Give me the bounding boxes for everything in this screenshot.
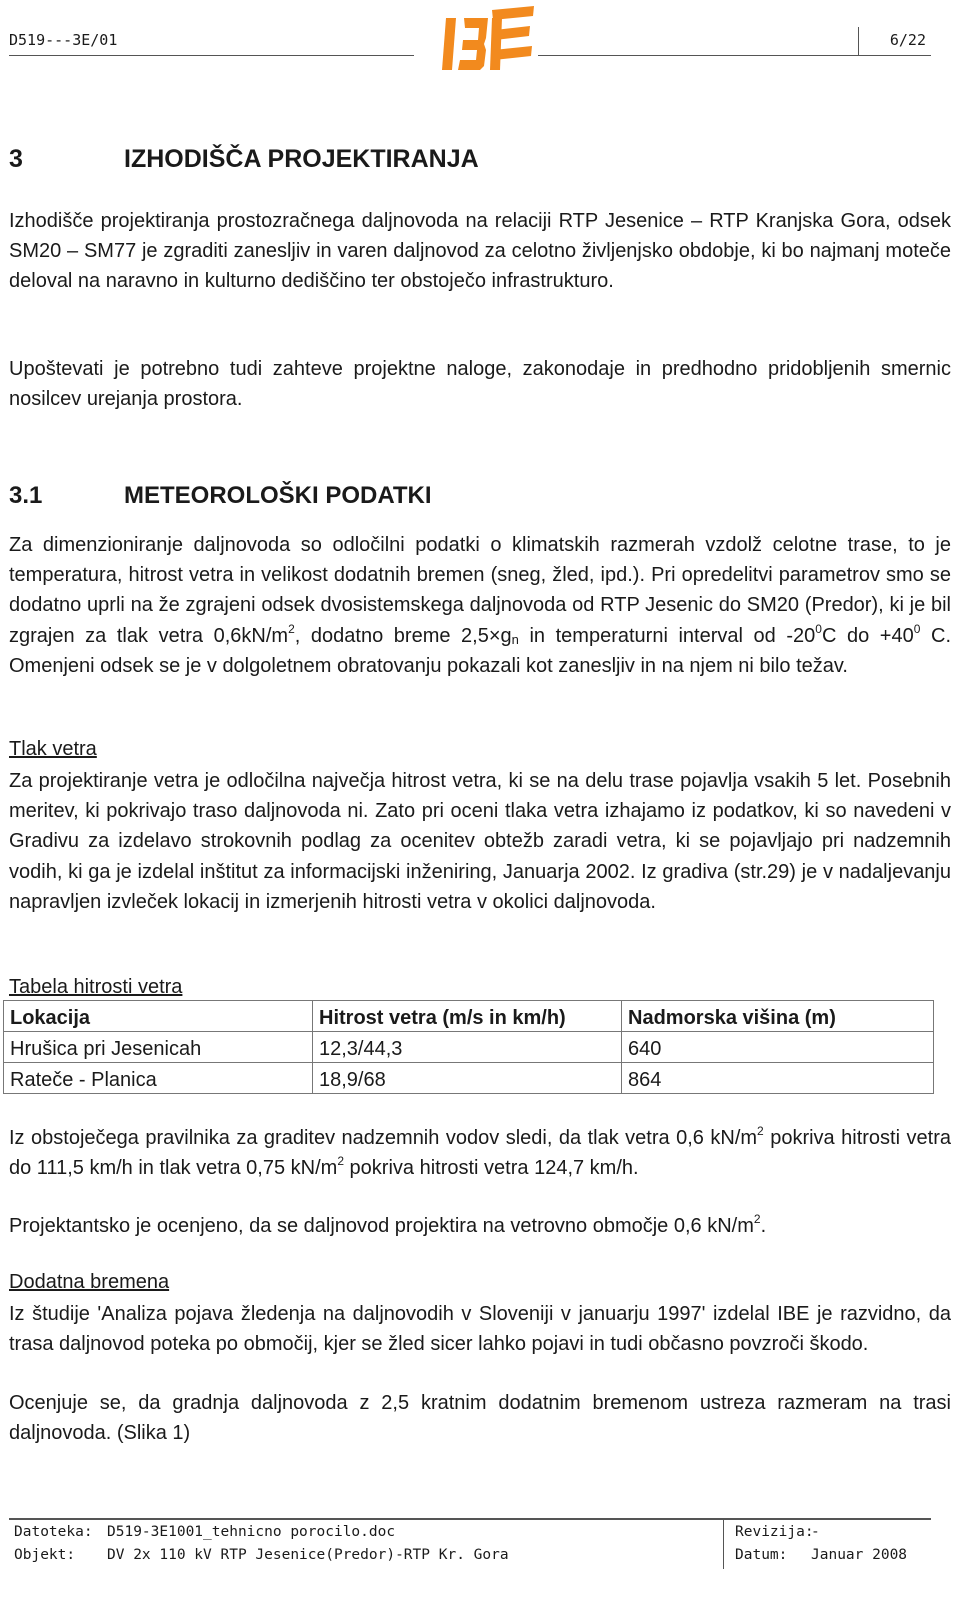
footer-object-label: Objekt: <box>14 1547 76 1563</box>
footer-file-value: D519-3E1001_tehnicno porocilo.doc <box>107 1524 396 1540</box>
table-cell: 12,3/44,3 <box>313 1032 622 1063</box>
table-row <box>4 1063 934 1094</box>
additional-loads-heading: Dodatna bremena <box>9 1271 170 1293</box>
page-number: 6/22 <box>889 31 926 49</box>
header-rule-right <box>538 55 931 56</box>
document-code: D519---3E/01 <box>9 31 118 49</box>
table-cell: 640 <box>622 1032 934 1063</box>
wind-pressure-paragraph: Za projektiranje vetra je odločilna največja hitrost vetra, ki se na delu trase pojavlja vsakih 5 let. Posebnih meritev, ki pokrivajo traso daljnovoda ni. Zato pri oceni tlaka vetra izhajamo iz podatkov, ki so navedeni v Gradivu za izdelavo strokovnih podlag za ocenitev obtežb zaradi vetra, ki se pojavljajo pri nadzemnih vodih, ki ga je izdelal inštitut za informacijski inženiring, Januarja 2002. Iz gradiva (str.29) je v nadaljevanju napravljen izvleček lokacij in izmerjenih hitrosti vetra v okolici daljnovoda. <box>9 770 951 913</box>
subsection-title: METEOROLOŠKI PODATKI <box>124 482 432 509</box>
table-cell: Rateče - Planica <box>4 1063 313 1094</box>
table-header-cell: Lokacija <box>4 1001 313 1032</box>
wind-speed-table <box>3 1000 934 1094</box>
subsection-heading <box>9 482 432 510</box>
load-assessment-paragraph: Ocenjuje se, da gradnja daljnovoda z 2,5 kratnim dodatnim bremenom ustreza razmeram na trasi daljnovoda. (Slika 1) <box>9 1392 951 1445</box>
section-title: IZHODIŠČA PROJEKTIRANJA <box>124 145 479 173</box>
header-divider <box>858 27 859 55</box>
header-rule-left <box>9 55 414 56</box>
section-heading <box>9 145 479 174</box>
intro-paragraph: Izhodišče projektiranja prostozračnega daljnovoda na relaciji RTP Jesenice – RTP Kranjska Gora, odsek SM20 – SM77 je zgraditi zanesljiv in varen daljnovod za celotno življenjsko obdobje, ki bo najmanj moteče deloval na naravno in kulturno dediščino ter obstoječo infrastrukturo. <box>9 210 951 293</box>
table-header-cell: Nadmorska višina (m) <box>622 1001 934 1032</box>
table-caption: Tabela hitrosti vetra <box>9 976 183 998</box>
section-number: 3 <box>9 145 23 173</box>
wind-pressure-heading: Tlak vetra <box>9 738 97 760</box>
meteorological-paragraph: Za dimenzioniranje daljnovoda so odločilni podatki o klimatskih razmerah vzdolž celotne trase, to je temperatura, hitrost vetra in velikost dodatnih bremen (sneg, žled, ipd.). Pri opredelitvi parametrov smo se dodatno uprli na že zgrajeni odsek dvosistemskega daljnovoda od RTP Jesenic do SM20 (Predor), ki je bil zgrajen za tlak vetra $0,6kN/m^2$, dodatno breme $2,5\times g_n$ in temperaturni interval od $-20^0C$ do $+40^0$ C. Omenjeni odsek se je v dolgoletnem obratovanju pokazali kot zanesljiv in na njem ni bilo težav. <box>9 534 952 677</box>
footer-file-label: Datoteka: <box>14 1524 93 1540</box>
table-row <box>4 1032 934 1063</box>
footer-divider <box>723 1519 724 1569</box>
footer-date-value: Januar 2008 <box>811 1547 908 1563</box>
footer-object-value: DV 2x 110 kV RTP Jesenice(Predor)-RTP Kr. Gora <box>107 1547 509 1563</box>
table-header-row <box>4 1001 934 1032</box>
additional-loads-paragraph: Iz študije 'Analiza pojava žledenja na daljnovodih v Sloveniji v januarju 1997' izdelal IBE je razvidno, da trasa daljnovod poteka po območij, kjer se žled sicer lahko pojavi in tudi občasno povzroči škodo. <box>9 1303 951 1356</box>
table-cell: 864 <box>622 1063 934 1094</box>
design-zone-paragraph: Projektantsko je ocenjeno, da se daljnovod projektira na vetrovno območje 0,6 $kN/m^2$. <box>9 1212 767 1237</box>
table-cell: Hrušica pri Jesenicah <box>4 1032 313 1063</box>
table-cell: 18,9/68 <box>313 1063 622 1094</box>
ibe-logo <box>440 4 536 76</box>
footer-revision-value: - <box>811 1524 820 1540</box>
requirements-paragraph: Upoštevati je potrebno tudi zahteve projektne naloge, zakonodaje in predhodno pridobljenih smernic nosilcev urejanja prostora. <box>9 358 951 411</box>
footer-revision-label: Revizija: <box>735 1524 814 1540</box>
footer-date-label: Datum: <box>735 1547 788 1563</box>
footer-rule <box>9 1518 931 1520</box>
table-header-cell: Hitrost vetra (m/s in km/h) <box>313 1001 622 1032</box>
subsection-number: 3.1 <box>9 482 43 509</box>
regulation-paragraph: Iz obstoječega pravilnika za graditev nadzemnih vodov sledi, da tlak vetra 0,6 $kN/m^2$ pokriva hitrosti vetra do 111,5 km/h in tlak vetra 0,75 $kN/m^2$ pokriva hitrosti vetra 124,7 km/h. <box>9 1124 951 1180</box>
